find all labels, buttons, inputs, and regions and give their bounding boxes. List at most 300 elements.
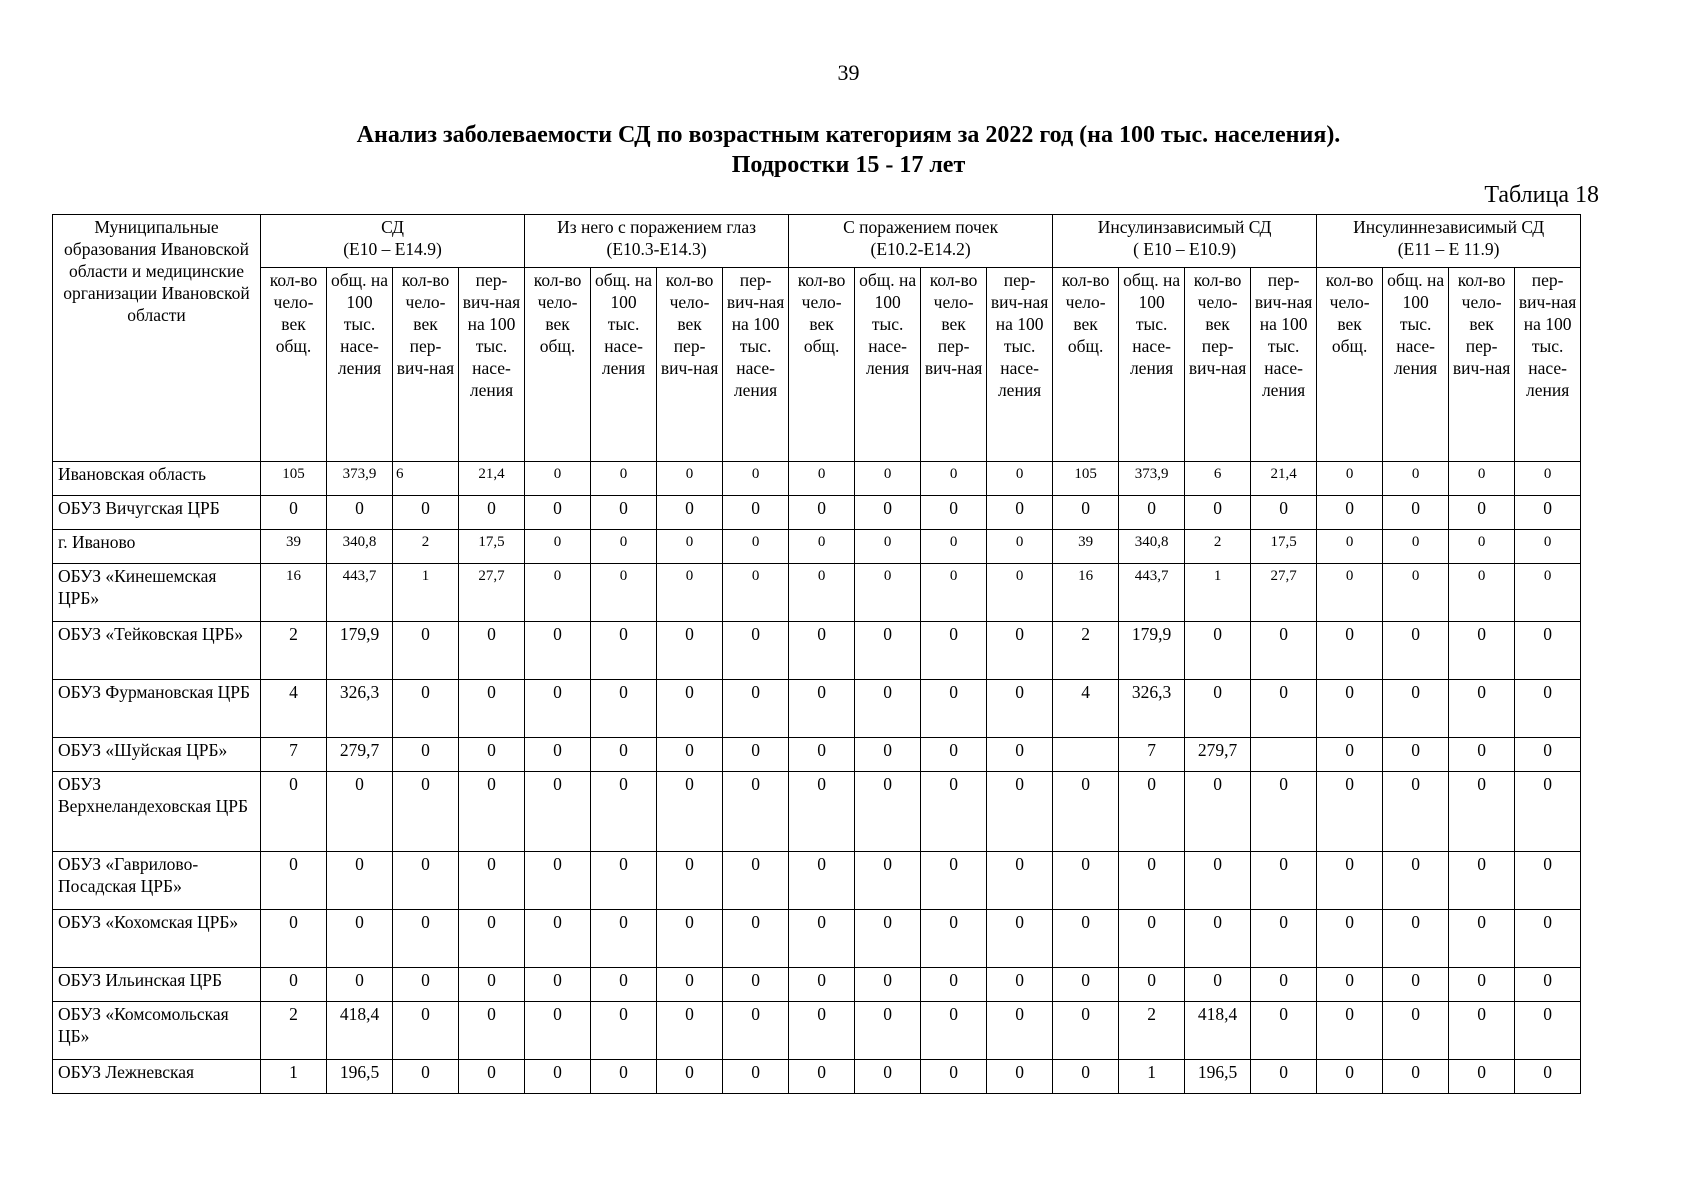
table-cell: 0 — [789, 968, 855, 1002]
table-cell: 0 — [987, 772, 1053, 852]
row-name: ОБУЗ «Тейковская ЦРБ» — [53, 622, 261, 680]
subheader-cell: кол-во чело-век пер-вич-ная — [1449, 268, 1515, 462]
table-cell: 0 — [1317, 968, 1383, 1002]
table-cell: 0 — [789, 622, 855, 680]
row-name: ОБУЗ Ильинская ЦРБ — [53, 968, 261, 1002]
table-cell: 2 — [261, 622, 327, 680]
table-cell: 0 — [261, 968, 327, 1002]
table-cell: 0 — [789, 530, 855, 564]
table-cell: 0 — [723, 530, 789, 564]
table-cell: 0 — [855, 462, 921, 496]
table-cell: 0 — [525, 622, 591, 680]
table-cell: 0 — [855, 852, 921, 910]
table-cell: 340,8 — [327, 530, 393, 564]
table-cell: 0 — [327, 772, 393, 852]
table-cell: 0 — [1383, 496, 1449, 530]
table-cell: 0 — [459, 680, 525, 738]
table-cell: 2 — [1119, 1002, 1185, 1060]
table-row — [53, 462, 1581, 496]
table-cell: 0 — [1317, 772, 1383, 852]
row-name: Ивановская область — [53, 462, 261, 496]
row-name: ОБУЗ «Комсомольская ЦБ» — [53, 1002, 261, 1060]
table-cell: 373,9 — [327, 462, 393, 496]
table-cell: 0 — [987, 1002, 1053, 1060]
table-cell: 0 — [921, 530, 987, 564]
table-cell: 0 — [1317, 462, 1383, 496]
table-cell: 0 — [1053, 1060, 1119, 1094]
table-cell — [1251, 738, 1317, 772]
row-name: ОБУЗ Верхнеландеховская ЦРБ — [53, 772, 261, 852]
table-cell: 0 — [1185, 496, 1251, 530]
row-name: ОБУЗ Вичугская ЦРБ — [53, 496, 261, 530]
table-cell: 0 — [1251, 622, 1317, 680]
table-cell: 0 — [459, 968, 525, 1002]
table-cell: 4 — [261, 680, 327, 738]
table-cell: 0 — [1449, 680, 1515, 738]
table-cell: 0 — [1185, 968, 1251, 1002]
table-cell: 0 — [1251, 1002, 1317, 1060]
table-cell: 0 — [1449, 968, 1515, 1002]
table-cell: 0 — [1449, 738, 1515, 772]
table-cell: 373,9 — [1119, 462, 1185, 496]
table-cell: 0 — [459, 772, 525, 852]
document-title — [0, 120, 1697, 180]
table-row — [53, 738, 1581, 772]
table-cell: 4 — [1053, 680, 1119, 738]
table-row — [53, 772, 1581, 852]
table-cell: 0 — [1383, 852, 1449, 910]
table-cell: 196,5 — [327, 1060, 393, 1094]
table-cell: 0 — [459, 496, 525, 530]
subheader-cell: кол-во чело-век общ. — [1053, 268, 1119, 462]
table-cell: 0 — [525, 530, 591, 564]
table-cell: 0 — [591, 968, 657, 1002]
table-cell: 0 — [987, 852, 1053, 910]
table-cell: 0 — [987, 910, 1053, 968]
table-row — [53, 1002, 1581, 1060]
table-cell: 0 — [855, 530, 921, 564]
table-cell: 0 — [393, 738, 459, 772]
table-cell: 17,5 — [459, 530, 525, 564]
table-cell: 0 — [921, 462, 987, 496]
table-cell: 0 — [1515, 462, 1581, 496]
table-cell: 0 — [789, 1002, 855, 1060]
table-cell: 0 — [921, 852, 987, 910]
table-cell: 0 — [393, 680, 459, 738]
table-cell: 0 — [1251, 968, 1317, 1002]
table-cell: 0 — [987, 1060, 1053, 1094]
table-cell: 0 — [987, 738, 1053, 772]
subheader-cell: кол-во чело-век общ. — [1317, 268, 1383, 462]
table-cell: 17,5 — [1251, 530, 1317, 564]
table-cell: 0 — [723, 564, 789, 622]
table-cell: 0 — [1317, 1060, 1383, 1094]
table-cell: 0 — [855, 738, 921, 772]
table-cell: 0 — [855, 680, 921, 738]
table-cell: 0 — [921, 968, 987, 1002]
table-cell: 0 — [657, 1002, 723, 1060]
table-row — [53, 910, 1581, 968]
table-cell: 0 — [591, 1002, 657, 1060]
table-row — [53, 622, 1581, 680]
table-cell: 0 — [1383, 1060, 1449, 1094]
table-cell: 0 — [591, 680, 657, 738]
table-cell: 0 — [1251, 1060, 1317, 1094]
table-cell: 326,3 — [1119, 680, 1185, 738]
table-cell: 0 — [855, 910, 921, 968]
table-cell: 0 — [657, 738, 723, 772]
table-cell: 0 — [261, 496, 327, 530]
table-cell: 0 — [1119, 772, 1185, 852]
table-row — [53, 680, 1581, 738]
table-cell: 418,4 — [327, 1002, 393, 1060]
title-line-2: Подростки 15 - 17 лет — [731, 152, 966, 178]
table-cell: 16 — [261, 564, 327, 622]
table-cell: 0 — [1515, 496, 1581, 530]
header-group-eyes: Из него с поражением глаз (Е10.3-Е14.3) — [525, 215, 789, 268]
table-cell: 0 — [1053, 968, 1119, 1002]
table-cell: 0 — [1251, 496, 1317, 530]
table-row — [53, 852, 1581, 910]
table-cell: 0 — [987, 968, 1053, 1002]
table-cell: 0 — [591, 530, 657, 564]
table-cell: 0 — [1053, 496, 1119, 530]
table-cell: 0 — [1119, 910, 1185, 968]
subheader-cell: кол-во чело-век пер-вич-ная — [393, 268, 459, 462]
table-cell: 0 — [723, 680, 789, 738]
table-cell: 0 — [1185, 910, 1251, 968]
table-cell: 0 — [591, 910, 657, 968]
table-cell: 0 — [723, 496, 789, 530]
table-cell: 326,3 — [327, 680, 393, 738]
header-group-insulin-independent: Инсулиннезависимый СД (Е11 – Е 11.9) — [1317, 215, 1581, 268]
header-group-kidneys: С поражением почек (Е10.2-Е14.2) — [789, 215, 1053, 268]
table-cell: 0 — [525, 852, 591, 910]
table-body — [53, 462, 1581, 1094]
table-cell: 340,8 — [1119, 530, 1185, 564]
table-cell: 0 — [393, 968, 459, 1002]
table-cell: 0 — [1515, 564, 1581, 622]
table-cell: 0 — [591, 564, 657, 622]
table-cell: 0 — [1317, 496, 1383, 530]
subheader-cell: кол-во чело-век общ. — [261, 268, 327, 462]
table-cell: 0 — [1053, 852, 1119, 910]
table-cell: 0 — [1383, 622, 1449, 680]
table-cell: 0 — [723, 772, 789, 852]
table-cell: 0 — [921, 1002, 987, 1060]
table-cell: 418,4 — [1185, 1002, 1251, 1060]
subheader-cell: пер-вич-ная на 100 тыс. насе-ления — [723, 268, 789, 462]
table-cell: 0 — [1515, 910, 1581, 968]
table-cell: 0 — [393, 1060, 459, 1094]
table-cell: 0 — [1383, 772, 1449, 852]
row-name: ОБУЗ Фурмановская ЦРБ — [53, 680, 261, 738]
table-cell: 0 — [1383, 968, 1449, 1002]
table-cell: 0 — [855, 496, 921, 530]
table-cell: 1 — [1119, 1060, 1185, 1094]
table-cell: 0 — [525, 1002, 591, 1060]
table-cell: 0 — [789, 496, 855, 530]
table-cell: 0 — [1515, 680, 1581, 738]
table-cell: 0 — [1515, 530, 1581, 564]
table-cell: 0 — [987, 564, 1053, 622]
table-cell: 2 — [1185, 530, 1251, 564]
subheader-cell: пер-вич-ная на 100 тыс. насе-ления — [1251, 268, 1317, 462]
row-name: ОБУЗ Лежневская — [53, 1060, 261, 1094]
table-cell: 0 — [1317, 564, 1383, 622]
table-cell: 0 — [525, 1060, 591, 1094]
table-cell: 7 — [1119, 738, 1185, 772]
table-cell: 0 — [1317, 1002, 1383, 1060]
table-cell: 0 — [855, 622, 921, 680]
table-cell: 0 — [1449, 910, 1515, 968]
table-cell: 0 — [1383, 530, 1449, 564]
table-cell: 0 — [1119, 496, 1185, 530]
table-cell: 0 — [657, 622, 723, 680]
table-cell: 0 — [1515, 1060, 1581, 1094]
table-cell: 0 — [1119, 852, 1185, 910]
table-cell: 0 — [657, 1060, 723, 1094]
table-row — [53, 1060, 1581, 1094]
subheader-cell: общ. на 100 тыс. насе-ления — [1119, 268, 1185, 462]
table-cell: 0 — [1515, 738, 1581, 772]
table-cell: 2 — [261, 1002, 327, 1060]
table-cell: 0 — [723, 738, 789, 772]
table-cell: 0 — [1383, 1002, 1449, 1060]
table-cell: 196,5 — [1185, 1060, 1251, 1094]
subheader-cell: общ. на 100 тыс. насе-ления — [855, 268, 921, 462]
table-cell: 6 — [1185, 462, 1251, 496]
subheader-cell: общ. на 100 тыс. насе-ления — [1383, 268, 1449, 462]
table-cell: 0 — [459, 738, 525, 772]
table-cell: 0 — [525, 564, 591, 622]
subheader-cell: кол-во чело-век общ. — [789, 268, 855, 462]
table-cell: 0 — [855, 1002, 921, 1060]
header-group-insulin-dependent: Инсулинзависимый СД ( Е10 – Е10.9) — [1053, 215, 1317, 268]
header-group-sd: СД (Е10 – Е14.9) — [261, 215, 525, 268]
table-cell: 105 — [261, 462, 327, 496]
table-cell: 0 — [327, 910, 393, 968]
table-cell: 0 — [1251, 772, 1317, 852]
table-cell: 0 — [591, 1060, 657, 1094]
table-cell: 0 — [657, 564, 723, 622]
table-cell: 1 — [261, 1060, 327, 1094]
table-cell: 0 — [591, 462, 657, 496]
table-cell: 0 — [657, 910, 723, 968]
table-cell: 0 — [789, 852, 855, 910]
table-cell — [1053, 738, 1119, 772]
table-cell: 0 — [1449, 564, 1515, 622]
table-cell: 0 — [525, 738, 591, 772]
table-cell: 0 — [855, 564, 921, 622]
table-cell: 0 — [591, 622, 657, 680]
table-cell: 0 — [855, 772, 921, 852]
table-cell: 0 — [261, 852, 327, 910]
table-cell: 105 — [1053, 462, 1119, 496]
page-number: 39 — [837, 60, 860, 85]
table-cell: 0 — [393, 1002, 459, 1060]
row-name: ОБУЗ «Шуйская ЦРБ» — [53, 738, 261, 772]
table-cell: 0 — [1515, 852, 1581, 910]
table-cell: 0 — [525, 462, 591, 496]
table-cell: 0 — [525, 910, 591, 968]
table-cell: 0 — [789, 1060, 855, 1094]
table-cell: 0 — [1449, 530, 1515, 564]
table-cell: 0 — [591, 772, 657, 852]
table-cell: 0 — [1449, 852, 1515, 910]
table-cell: 0 — [987, 462, 1053, 496]
table-cell: 0 — [789, 738, 855, 772]
table-cell: 0 — [987, 622, 1053, 680]
table-cell: 0 — [921, 772, 987, 852]
table-cell: 0 — [657, 968, 723, 1002]
table-cell: 1 — [1185, 564, 1251, 622]
row-name: ОБУЗ «Кинешемская ЦРБ» — [53, 564, 261, 622]
table-cell: 0 — [1185, 680, 1251, 738]
table-cell: 0 — [1251, 852, 1317, 910]
table-cell: 0 — [723, 1002, 789, 1060]
table-cell: 0 — [723, 462, 789, 496]
table-cell: 0 — [657, 462, 723, 496]
row-name: ОБУЗ «Кохомская ЦРБ» — [53, 910, 261, 968]
subheader-cell: кол-во чело-век пер-вич-ная — [657, 268, 723, 462]
table-cell: 0 — [459, 1060, 525, 1094]
table-cell: 0 — [393, 496, 459, 530]
table-row — [53, 530, 1581, 564]
table-cell: 179,9 — [1119, 622, 1185, 680]
morbidity-table — [52, 214, 1581, 1094]
table-cell: 0 — [1383, 564, 1449, 622]
table-cell: 0 — [393, 910, 459, 968]
subheader-cell: кол-во чело-век общ. — [525, 268, 591, 462]
table-cell: 0 — [921, 1060, 987, 1094]
table-cell: 0 — [1383, 462, 1449, 496]
table-cell: 0 — [1317, 530, 1383, 564]
table-cell: 0 — [987, 496, 1053, 530]
table-cell: 0 — [723, 622, 789, 680]
table-cell: 0 — [1383, 910, 1449, 968]
table-cell: 0 — [789, 772, 855, 852]
table-cell: 0 — [789, 462, 855, 496]
table-cell: 0 — [723, 1060, 789, 1094]
table-cell: 279,7 — [1185, 738, 1251, 772]
table-cell: 279,7 — [327, 738, 393, 772]
table-cell: 0 — [921, 680, 987, 738]
table-cell: 0 — [921, 910, 987, 968]
table-cell: 0 — [657, 680, 723, 738]
table-cell: 0 — [261, 772, 327, 852]
table-cell: 0 — [459, 910, 525, 968]
table-cell: 0 — [789, 910, 855, 968]
subheader-cell: общ. на 100 тыс. насе-ления — [327, 268, 393, 462]
table-cell: 0 — [921, 738, 987, 772]
header-group-row — [53, 215, 1581, 268]
subheader-cell: кол-во чело-век пер-вич-ная — [1185, 268, 1251, 462]
table-cell: 0 — [393, 622, 459, 680]
title-line-1: Анализ заболеваемости СД по возрастным категориям за 2022 год (на 100 тыс. населения). — [356, 122, 1341, 148]
table-cell: 0 — [591, 852, 657, 910]
table-cell: 0 — [525, 772, 591, 852]
table-cell: 0 — [459, 1002, 525, 1060]
table-cell: 39 — [261, 530, 327, 564]
table-label: Таблица 18 — [1484, 182, 1599, 208]
table-cell: 0 — [1449, 496, 1515, 530]
table-row — [53, 564, 1581, 622]
table-cell: 1 — [393, 564, 459, 622]
table-cell: 16 — [1053, 564, 1119, 622]
table-cell: 0 — [1053, 1002, 1119, 1060]
table-cell: 0 — [789, 680, 855, 738]
table-cell: 0 — [525, 496, 591, 530]
table-cell: 0 — [1317, 738, 1383, 772]
table-cell: 0 — [1515, 622, 1581, 680]
table-cell: 0 — [1449, 772, 1515, 852]
table-cell: 0 — [921, 496, 987, 530]
table-cell: 21,4 — [459, 462, 525, 496]
table-cell: 0 — [657, 496, 723, 530]
table-cell: 0 — [1317, 622, 1383, 680]
table-cell: 0 — [1185, 772, 1251, 852]
table-cell: 0 — [327, 852, 393, 910]
table-cell: 0 — [723, 910, 789, 968]
table-cell: 443,7 — [1119, 564, 1185, 622]
table-cell: 0 — [1251, 910, 1317, 968]
table-cell: 0 — [1383, 680, 1449, 738]
table-cell: 0 — [657, 852, 723, 910]
table-cell: 0 — [1449, 462, 1515, 496]
table-cell: 0 — [1119, 968, 1185, 1002]
header-municipality: Муниципальные образования Ивановской области и медицинские организации Ивановской области — [53, 215, 261, 462]
table-cell: 0 — [591, 496, 657, 530]
table-row — [53, 496, 1581, 530]
table-cell: 0 — [1449, 1002, 1515, 1060]
table-cell: 0 — [657, 530, 723, 564]
table-cell: 0 — [459, 852, 525, 910]
table-cell: 0 — [1317, 852, 1383, 910]
table-cell: 0 — [1515, 968, 1581, 1002]
table-cell: 0 — [987, 530, 1053, 564]
table-cell: 0 — [393, 772, 459, 852]
header-sub-row — [53, 268, 1581, 462]
table-cell: 0 — [1515, 1002, 1581, 1060]
table-cell: 0 — [1053, 772, 1119, 852]
table-cell: 21,4 — [1251, 462, 1317, 496]
table-cell: 2 — [1053, 622, 1119, 680]
table-cell: 0 — [657, 772, 723, 852]
subheader-cell: пер-вич-ная на 100 тыс. насе-ления — [987, 268, 1053, 462]
row-name: ОБУЗ «Гаврилово-Посадская ЦРБ» — [53, 852, 261, 910]
table-cell: 0 — [987, 680, 1053, 738]
table-cell: 7 — [261, 738, 327, 772]
table-cell: 0 — [261, 910, 327, 968]
table-cell: 0 — [789, 564, 855, 622]
table-cell: 0 — [855, 1060, 921, 1094]
table-cell: 0 — [327, 496, 393, 530]
subheader-cell: пер-вич-ная на 100 тыс. насе-ления — [459, 268, 525, 462]
table-cell: 0 — [327, 968, 393, 1002]
table-cell: 39 — [1053, 530, 1119, 564]
table-cell: 27,7 — [459, 564, 525, 622]
table-cell: 27,7 — [1251, 564, 1317, 622]
table-cell: 0 — [1251, 680, 1317, 738]
table-cell: 6 — [393, 462, 459, 496]
table-cell: 0 — [1383, 738, 1449, 772]
table-cell: 2 — [393, 530, 459, 564]
table-cell: 0 — [1449, 1060, 1515, 1094]
table-cell: 0 — [1317, 910, 1383, 968]
subheader-cell: кол-во чело-век пер-вич-ная — [921, 268, 987, 462]
table-cell: 0 — [921, 622, 987, 680]
